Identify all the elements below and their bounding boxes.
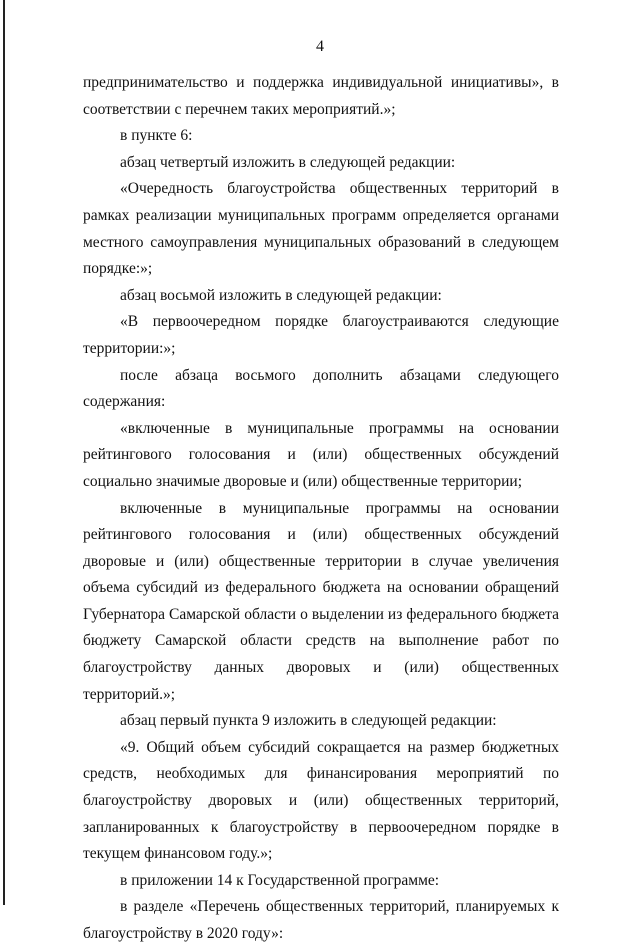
page-number: 4 xyxy=(316,38,324,55)
paragraph-10: абзац первый пункта 9 изложить в следующей редакции: xyxy=(120,712,497,730)
paragraph-11: «9. Общий объем субсидий сокращается на размер бюджетных средств, необходимых для финансирования мероприятий по благоустройству дворовых и (или) общественных территорий, запланированных к благоустройству в первоочередном порядке в текущем финансовом году.»; xyxy=(83,738,559,863)
paragraph-12: в приложении 14 к Государственной программе: xyxy=(120,871,440,889)
paragraph-8: «включенные в муниципальные программы на основании рейтингового голосования и (или) общественных обсуждений социально значимые дворовые и (или) общественные территории; xyxy=(83,419,559,490)
paragraph-4: «Очередность благоустройства общественных территорий в рамках реализации муниципальных программ определяется органами местного самоуправления муниципальных образований в следующем порядке:»; xyxy=(83,180,559,278)
paragraph-1: предпринимательство и поддержка индивидуальной инициативы», в соответствии с перечнем таких мероприятий.»; xyxy=(83,74,559,118)
paragraph-6: «В первоочередном порядке благоустраиваются следующие территории:»; xyxy=(83,313,559,357)
paragraph-7: после абзаца восьмого дополнить абзацами следующего содержания: xyxy=(83,366,559,411)
paragraph-5: абзац восьмой изложить в следующей редакции: xyxy=(120,286,442,304)
paragraph-13: в разделе «Перечень общественных территорий, планируемых к благоустройству в 2020 году»: xyxy=(83,898,559,942)
paragraph-2: в пункте 6: xyxy=(120,127,193,145)
paragraph-9: включенные в муниципальные программы на основании рейтингового голосования и (или) общественных обсуждений дворовые и (или) общественные территории в случае увеличения объема субсидий из федерального бюджета на основании обращений Губернатора Самарской области о выделении из федерального бюджета бюджету Самарской области средств на выполнение работ по благоустройству данных дворовых и (или) общественных территорий.»; xyxy=(83,499,559,703)
paragraph-3: абзац четвертый изложить в следующей редакции: xyxy=(120,153,456,171)
scan-left-edge xyxy=(3,0,5,905)
document-body xyxy=(83,70,559,948)
